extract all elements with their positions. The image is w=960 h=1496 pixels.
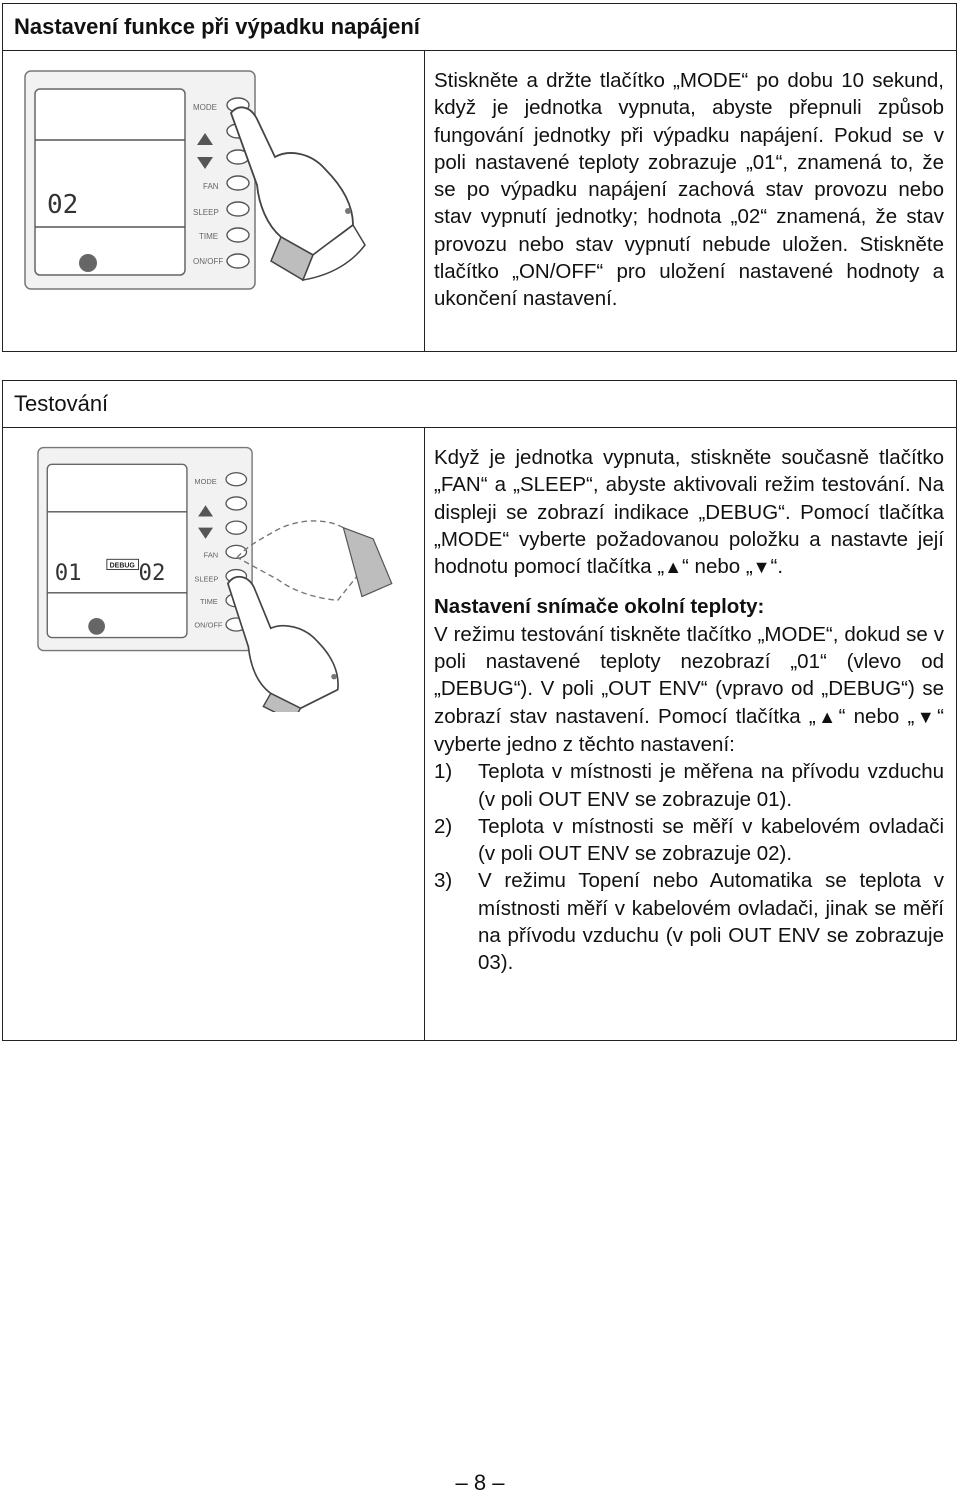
down-triangle-icon: ▼ [752, 557, 771, 578]
section-title-text: Testování [14, 391, 109, 416]
subheading: Nastavení snímače okolní teploty: [434, 595, 765, 619]
controller-illustration [13, 442, 413, 712]
time-label: TIME [199, 232, 219, 241]
column-divider [424, 51, 425, 351]
para-text-2: “ nebo „ [682, 555, 753, 579]
list-item-number: 1) [434, 760, 453, 784]
section-title-testing [2, 380, 957, 428]
fan-label: FAN [203, 550, 219, 560]
sub-text-2: “ nebo „ [838, 704, 915, 728]
onoff-label: ON/OFF [194, 620, 223, 630]
sleep-label: SLEEP [193, 208, 219, 217]
list-item-number: 3) [434, 869, 453, 893]
list-item [434, 867, 944, 976]
para-text-3: “. [770, 555, 784, 579]
list-item [434, 758, 944, 813]
display-debug-badge: DEBUG [109, 562, 135, 570]
mode-label: MODE [194, 476, 217, 486]
page-number: – 8 – [455, 1470, 505, 1495]
display-right-value: 02 [138, 559, 166, 586]
display-left-value: 01 [54, 559, 82, 586]
settings-list [434, 758, 944, 976]
column-divider [424, 428, 425, 1040]
para-text-1: Když je jednotka vypnuta, stiskněte současně tlačítko „FAN“ a „SLEEP“, abyste aktivovali režim testování. Na displeji se zobrazí indikace „DEBUG“. Pomocí tlačítka „MODE“ vyberte požadovanou položku a nastavte její hodnotu pomocí tlačítka „ [434, 446, 944, 579]
up-triangle-icon: ▲ [815, 706, 839, 727]
list-item-number: 2) [434, 814, 453, 838]
down-triangle-icon: ▼ [914, 706, 938, 727]
section-body-testing [2, 428, 957, 1041]
list-item-text: Teplota v místnosti se měří v kabelovém ovladači (v poli OUT ENV se zobrazuje 02). [478, 814, 944, 866]
section-text-column [434, 444, 944, 977]
section-title-power-failure [2, 3, 957, 51]
list-item-text: V režimu Topení nebo Automatika se teplota v místnosti měří v kabelovém ovladači, jinak se měří na přívodu vzduchu (v poli OUT ENV se zobrazuje 03). [478, 869, 944, 975]
list-item-text: Teplota v místnosti je měřena na přívodu vzduchu (v poli OUT ENV se zobrazuje 01). [478, 760, 944, 811]
section-title-text: Nastavení funkce při výpadku napájení [14, 14, 420, 39]
instruction-paragraph: Stiskněte a držte tlačítko „MODE“ po dobu 10 sekund, když je jednotka vypnuta, abyste přepnuli způsob fungování jednotky při výpadku napájení. Pokud se v poli nastavené teploty zobrazuje „01“, znamená to, že se po výpadku napájení zachová stav provozu nebo stav vypnutí jednotky; hodnota „02“ znamená, že stav provozu nebo stav vypnutí nebude uložen. Stiskněte tlačítko „ON/OFF“ pro uložení nastavené hodnoty a ukončení nastavení. [434, 69, 944, 311]
mode-label: MODE [193, 103, 217, 112]
fan-label: FAN [203, 182, 219, 191]
onoff-label: ON/OFF [193, 257, 224, 266]
sub-text-1: V režimu testování tiskněte tlačítko „MODE“, dokud se v poli nastavené teploty nezobrazí „01“ (vlevo od „DEBUG“). V poli „OUT ENV“ (vpravo od „DEBUG“) se zobrazí stav nastavení. Pomocí tlačítka „ [434, 622, 944, 728]
instruction-paragraph [434, 444, 944, 581]
section-body-power-failure [2, 51, 957, 352]
sub-text-3: “ vyberte jedno z těchto nastavení: [434, 704, 944, 756]
controller-illustration [13, 65, 413, 335]
section-text-column [434, 67, 944, 313]
up-triangle-icon: ▲ [664, 557, 683, 578]
sub-paragraph [434, 621, 944, 758]
time-label: TIME [199, 597, 218, 606]
list-item [434, 813, 944, 868]
sleep-label: SLEEP [194, 574, 219, 584]
display-value: 02 [47, 190, 79, 220]
